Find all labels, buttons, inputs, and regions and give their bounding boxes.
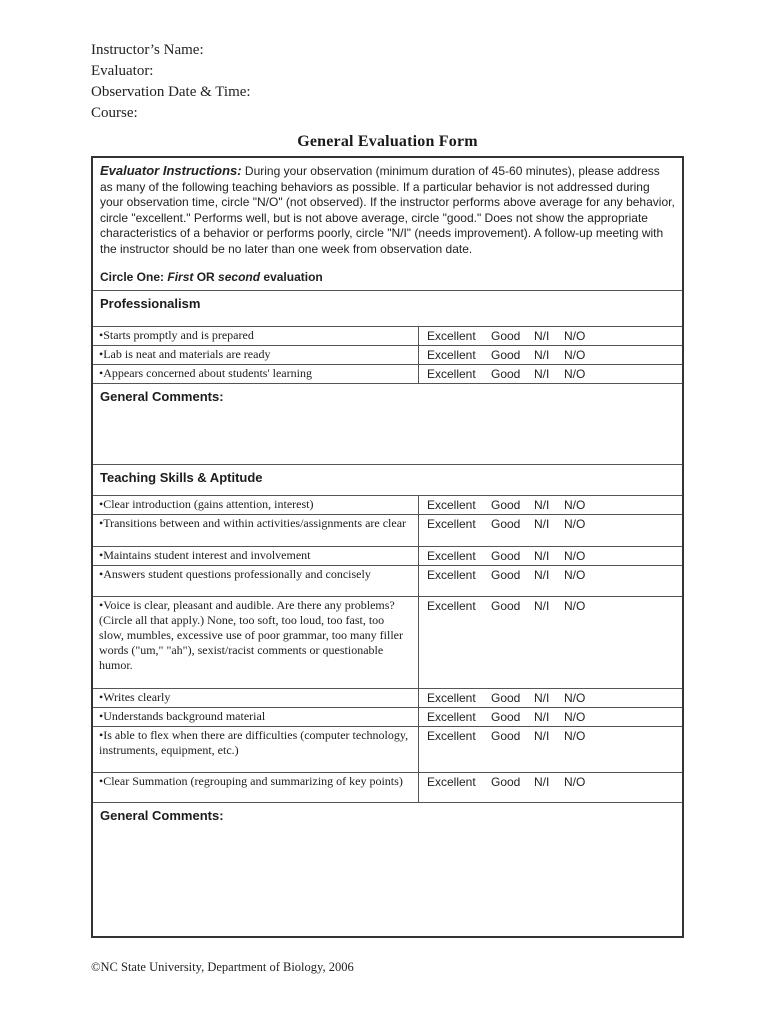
rating-option-excellent[interactable]: Excellent xyxy=(427,497,476,512)
rating-option-excellent[interactable]: Excellent xyxy=(427,774,476,789)
rating-option-no[interactable]: N/O xyxy=(564,728,586,743)
behavior-row-transitions xyxy=(93,514,682,546)
rating-option-excellent[interactable]: Excellent xyxy=(427,598,476,613)
rating-option-no[interactable]: N/O xyxy=(564,548,586,563)
copyright-footer: ©NC State University, Department of Biology, 2006 xyxy=(91,959,354,974)
behavior-row-maintains-interest xyxy=(93,546,682,565)
rating-option-no[interactable]: N/O xyxy=(564,328,586,343)
rating-option-no[interactable]: N/O xyxy=(564,497,586,512)
rating-option-excellent[interactable]: Excellent xyxy=(427,709,476,724)
rating-options xyxy=(419,708,682,726)
document-header xyxy=(91,40,684,124)
behavior-text: •Answers student questions professionally and concisely xyxy=(93,566,419,596)
rating-options xyxy=(419,566,682,596)
field-label-course: Course: xyxy=(91,105,138,121)
rating-option-good[interactable]: Good xyxy=(491,567,521,582)
rating-option-no[interactable]: N/O xyxy=(564,567,586,582)
rating-options xyxy=(419,597,682,688)
general-comments-label: General Comments: xyxy=(100,807,224,823)
rating-option-ni[interactable]: N/I xyxy=(534,774,550,789)
circle-one-or: OR xyxy=(193,270,219,284)
evaluator-instructions-label: Evaluator Instructions: xyxy=(100,163,242,178)
behavior-text: •Writes clearly xyxy=(93,689,419,707)
rating-option-ni[interactable]: N/I xyxy=(534,728,550,743)
rating-options xyxy=(419,327,682,345)
rating-option-excellent[interactable]: Excellent xyxy=(427,690,476,705)
circle-one-option-second[interactable]: second xyxy=(218,270,261,284)
rating-options xyxy=(419,496,682,514)
rating-option-excellent[interactable]: Excellent xyxy=(427,567,476,582)
behavior-text: •Voice is clear, pleasant and audible. Are there any problems? (Circle all that apply.) None, too soft, too loud, too fast, too slow, mumbles, excessive use of poor grammar, too many filler words ("um," "ah"), sexist/racist comments or questionable humor. xyxy=(93,597,419,688)
rating-option-excellent[interactable]: Excellent xyxy=(427,347,476,362)
evaluator-instructions-text xyxy=(100,163,675,257)
rating-option-no[interactable]: N/O xyxy=(564,774,586,789)
rating-option-no[interactable]: N/O xyxy=(564,709,586,724)
rating-option-ni[interactable]: N/I xyxy=(534,548,550,563)
evaluator-instructions-cell xyxy=(93,158,682,290)
rating-option-excellent[interactable]: Excellent xyxy=(427,328,476,343)
section-heading-professionalism: Professionalism xyxy=(93,290,682,326)
rating-option-ni[interactable]: N/I xyxy=(534,328,550,343)
behavior-text: •Understands background material xyxy=(93,708,419,726)
rating-option-excellent[interactable]: Excellent xyxy=(427,516,476,531)
general-comments-area-teaching-skills[interactable] xyxy=(93,802,682,936)
rating-option-good[interactable]: Good xyxy=(491,598,521,613)
general-comments-area-professionalism[interactable] xyxy=(93,383,682,464)
rating-option-no[interactable]: N/O xyxy=(564,366,586,381)
rating-options xyxy=(419,773,682,802)
rating-option-good[interactable]: Good xyxy=(491,497,521,512)
rating-option-good[interactable]: Good xyxy=(491,709,521,724)
rating-option-ni[interactable]: N/I xyxy=(534,366,550,381)
rating-option-no[interactable]: N/O xyxy=(564,347,586,362)
rating-options xyxy=(419,515,682,546)
circle-one-line xyxy=(100,270,675,286)
behavior-text: •Lab is neat and materials are ready xyxy=(93,346,419,364)
behavior-row-clear-summation xyxy=(93,772,682,802)
rating-option-ni[interactable]: N/I xyxy=(534,709,550,724)
behavior-row-lab-neat xyxy=(93,345,682,364)
behavior-row-able-to-flex xyxy=(93,726,682,772)
rating-option-no[interactable]: N/O xyxy=(564,598,586,613)
rating-option-good[interactable]: Good xyxy=(491,328,521,343)
behavior-row-understands-background xyxy=(93,707,682,726)
behavior-row-writes-clearly xyxy=(93,688,682,707)
rating-option-ni[interactable]: N/I xyxy=(534,567,550,582)
rating-option-good[interactable]: Good xyxy=(491,548,521,563)
circle-one-suffix: evaluation xyxy=(260,270,323,284)
circle-one-prefix: Circle One: xyxy=(100,270,168,284)
behavior-text: •Clear Summation (regrouping and summarizing of key points) xyxy=(93,773,419,802)
evaluator-instructions-body: During your observation (minimum duration of 45-60 minutes), please address as many of the following teaching behaviors as possible. If a particular behavior is not addressed during your observation time, circle "N/O" (not observed). If the instructor performs above average for any behavior, circle "excellent." Performs well, but is not above average, circle "good." Does not show the appropriate characteristics of a behavior or performs poorly, circle "N/I" (needs improvement). A follow-up meeting with the instructor should be no later than one week from observation date. xyxy=(100,164,675,256)
rating-option-ni[interactable]: N/I xyxy=(534,598,550,613)
behavior-row-voice xyxy=(93,596,682,688)
section-heading-teaching-skills: Teaching Skills & Aptitude xyxy=(93,464,682,495)
rating-option-excellent[interactable]: Excellent xyxy=(427,548,476,563)
rating-option-good[interactable]: Good xyxy=(491,366,521,381)
field-label-instructor-name: Instructor’s Name: xyxy=(91,42,204,58)
general-comments-label: General Comments: xyxy=(100,388,224,404)
behavior-row-answers-questions xyxy=(93,565,682,596)
rating-options xyxy=(419,346,682,364)
circle-one-option-first[interactable]: First xyxy=(167,270,194,284)
rating-option-excellent[interactable]: Excellent xyxy=(427,728,476,743)
behavior-text: •Appears concerned about students' learning xyxy=(93,365,419,383)
behavior-row-clear-introduction xyxy=(93,495,682,514)
form-title: General Evaluation Form xyxy=(297,133,478,150)
field-label-evaluator: Evaluator: xyxy=(91,63,154,79)
rating-option-good[interactable]: Good xyxy=(491,347,521,362)
rating-option-no[interactable]: N/O xyxy=(564,516,586,531)
rating-option-ni[interactable]: N/I xyxy=(534,516,550,531)
rating-options xyxy=(419,689,682,707)
rating-options xyxy=(419,365,682,383)
rating-option-excellent[interactable]: Excellent xyxy=(427,366,476,381)
rating-option-no[interactable]: N/O xyxy=(564,690,586,705)
behavior-row-starts-promptly xyxy=(93,326,682,345)
behavior-text: •Is able to flex when there are difficulties (computer technology, instruments, equipment, etc.) xyxy=(93,727,419,772)
rating-option-ni[interactable]: N/I xyxy=(534,497,550,512)
rating-option-ni[interactable]: N/I xyxy=(534,690,550,705)
behavior-row-appears-concerned xyxy=(93,364,682,383)
rating-options xyxy=(419,727,682,772)
evaluation-form-table xyxy=(91,156,684,938)
behavior-text: •Starts promptly and is prepared xyxy=(93,327,419,345)
rating-options xyxy=(419,547,682,565)
rating-option-ni[interactable]: N/I xyxy=(534,347,550,362)
rating-option-good[interactable]: Good xyxy=(491,690,521,705)
behavior-text: •Maintains student interest and involvement xyxy=(93,547,419,565)
behavior-text: •Clear introduction (gains attention, interest) xyxy=(93,496,419,514)
rating-option-good[interactable]: Good xyxy=(491,516,521,531)
field-label-observation-date-time: Observation Date & Time: xyxy=(91,84,251,100)
behavior-text: •Transitions between and within activities/assignments are clear xyxy=(93,515,419,546)
rating-option-good[interactable]: Good xyxy=(491,728,521,743)
rating-option-good[interactable]: Good xyxy=(491,774,521,789)
